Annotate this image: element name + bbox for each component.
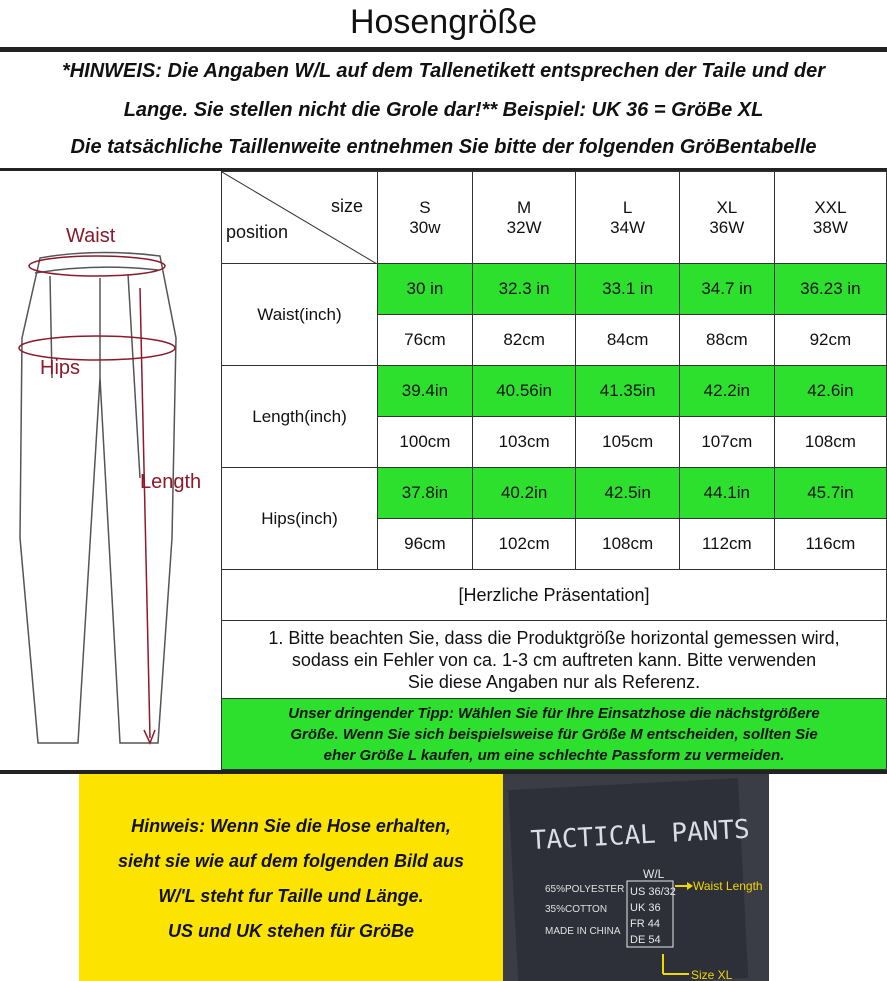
table-cell: 108cm (774, 417, 886, 468)
tag-size-xl: Size XL (691, 968, 733, 981)
notice-line-2: Lange. Sie stellen nicht die Grole dar!** Beispiel: UK 36 = GröBe XL (123, 99, 764, 121)
table-cell: 44.1in (679, 468, 774, 519)
length-label: Length (140, 471, 202, 493)
table-cell: 92cm (774, 315, 886, 366)
size-header-l: L 34W (576, 172, 680, 264)
table-cell: 103cm (472, 417, 576, 468)
table-cell: 112cm (679, 519, 774, 570)
pants-diagram (0, 178, 220, 772)
table-cell: 116cm (774, 519, 886, 570)
table-cell: 100cm (378, 417, 473, 468)
hips-label: Hips (40, 357, 81, 379)
table-cell: 42.6in (774, 366, 886, 417)
table-cell: 76cm (378, 315, 473, 366)
presentation-caption: [Herzliche Präsentation] (222, 570, 887, 621)
tag-material-2: 35%COTTON (545, 904, 608, 915)
table-cell: 34.7 in (679, 264, 774, 315)
table-cell: 107cm (679, 417, 774, 468)
row-label-waist: Waist(inch) (222, 264, 378, 366)
tag-wl: W/L (643, 867, 665, 881)
header-corner-cell (222, 172, 378, 264)
table-cell: 105cm (576, 417, 680, 468)
tip-line-3: eher Größe L kaufen, um eine schlechte Passform zu vermeiden. (323, 746, 785, 764)
tag-uk: UK 36 (630, 902, 661, 914)
table-cell: 82cm (472, 315, 576, 366)
notice-line-3: Die tatsächliche Taillenweite entnehmen Sie bitte der folgenden GröBentabelle (70, 136, 817, 158)
tip-line-2: Größe. Wenn Sie sich beispielsweise für Größe M entscheiden, sollten Sie (290, 725, 818, 743)
table-cell: 40.2in (472, 468, 576, 519)
tag-material-1: 65%POLYESTER (545, 884, 625, 895)
tag-origin: MADE IN CHINA (545, 926, 621, 937)
size-table (221, 171, 887, 770)
measurement-note (222, 621, 887, 699)
table-cell: 42.2in (679, 366, 774, 417)
header-position-label: position (226, 222, 289, 242)
hint-line-4: US und UK stehen für GröBe (167, 921, 414, 941)
tag-photo (503, 774, 769, 981)
tag-brand: TACTICAL PANTS (529, 814, 751, 857)
title-divider (0, 47, 887, 52)
table-cell: 84cm (576, 315, 680, 366)
table-cell: 32.3 in (472, 264, 576, 315)
page-title: Hosengröße (349, 3, 538, 41)
table-cell: 36.23 in (774, 264, 886, 315)
size-header-m: M 32W (472, 172, 576, 264)
measurement-note-line-1: 1. Bitte beachten Sie, dass die Produktgröße horizontal gemessen wird, (268, 627, 840, 648)
row-label-length: Length(inch) (222, 366, 378, 468)
table-cell: 33.1 in (576, 264, 680, 315)
measurement-note-line-2: sodass ein Fehler von ca. 1-3 cm auftreten kann. Bitte verwenden (291, 649, 817, 670)
diagonal-line (222, 172, 377, 264)
header-size-label: size (330, 196, 363, 216)
size-header-xxl: XXL 38W (774, 172, 886, 264)
tag-us: US 36/32 (630, 886, 676, 898)
row-label-hips: Hips(inch) (222, 468, 378, 570)
table-cell: 37.8in (378, 468, 473, 519)
tip-line-1: Unser dringender Tipp: Wählen Sie für Ihre Einsatzhose die nächstgrößere (288, 704, 820, 722)
waist-label: Waist (66, 225, 116, 247)
notice-line-1: *HINWEIS: Die Angaben W/L auf dem Tallenetikett entsprechen der Taile und der (61, 60, 826, 82)
tag-waist-length: Waist Length (693, 879, 763, 893)
table-cell: 88cm (679, 315, 774, 366)
table-cell: 42.5in (576, 468, 680, 519)
urgent-tip (222, 699, 887, 770)
table-cell: 41.35in (576, 366, 680, 417)
table-cell: 30 in (378, 264, 473, 315)
measurement-note-line-3: Sie diese Angaben nur als Referenz. (407, 671, 701, 692)
table-cell: 40.56in (472, 366, 576, 417)
tag-fr: FR 44 (630, 918, 660, 930)
table-cell: 96cm (378, 519, 473, 570)
hint-line-2: sieht sie wie auf dem folgenden Bild aus (117, 851, 465, 871)
table-cell: 102cm (472, 519, 576, 570)
hint-box (79, 774, 503, 981)
table-cell: 45.7in (774, 468, 886, 519)
table-cell: 108cm (576, 519, 680, 570)
size-header-xl: XL 36W (679, 172, 774, 264)
size-header-s: S 30w (378, 172, 473, 264)
tag-de: DE 54 (630, 934, 661, 946)
hint-line-1: Hinweis: Wenn Sie die Hose erhalten, (131, 816, 451, 836)
table-cell: 39.4in (378, 366, 473, 417)
hint-line-3: W/'L steht fur Taille und Länge. (158, 886, 424, 906)
